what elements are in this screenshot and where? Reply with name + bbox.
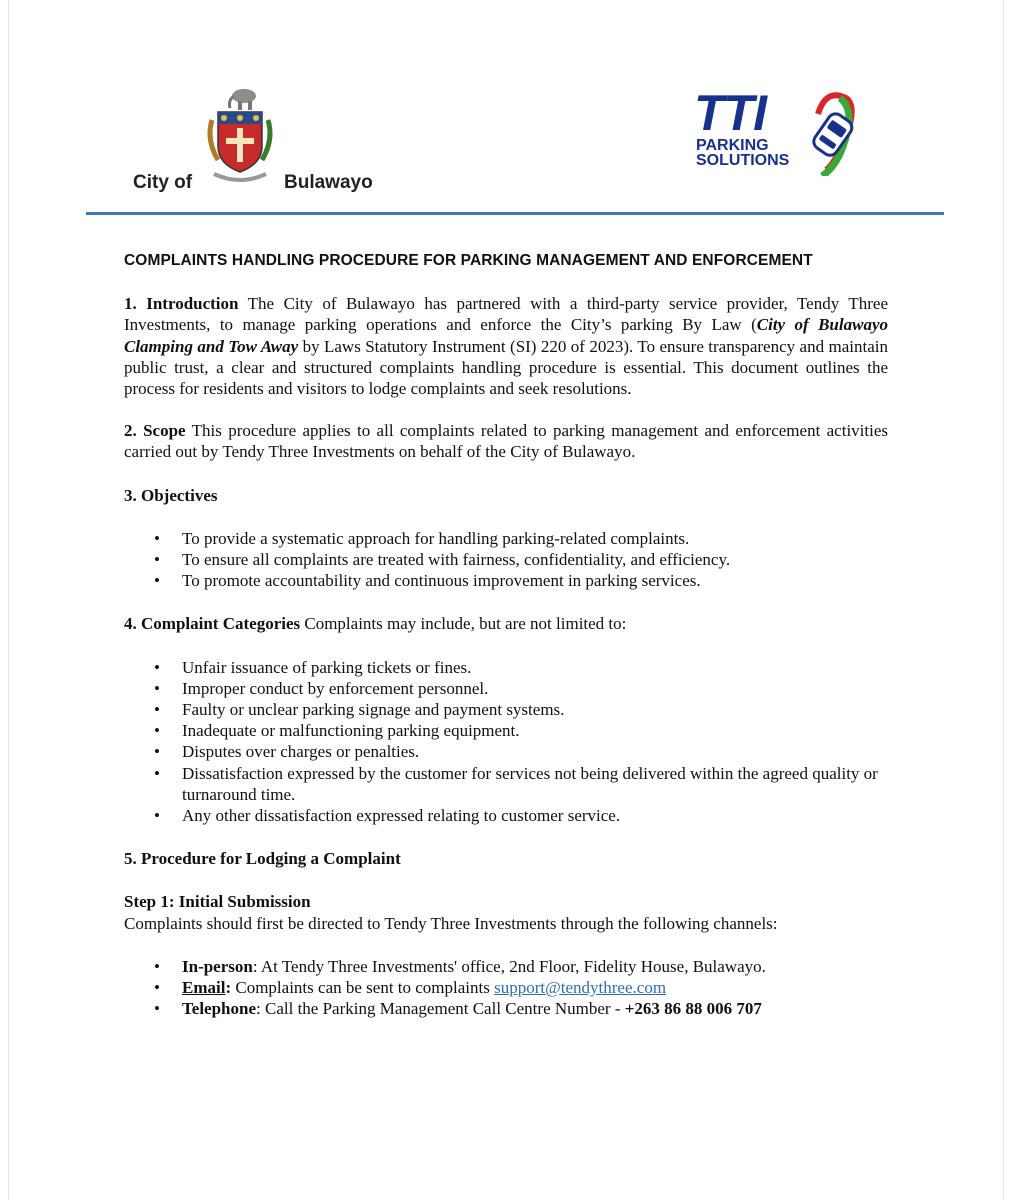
- city-name-left: City of: [133, 172, 193, 193]
- city-name-right: Bulawayo: [284, 172, 373, 193]
- scope-section: [124, 420, 888, 462]
- introduction-text-a: The City of Bulawayo has partnered with a third-party service provider, Tendy Three Investments, to manage parking operations and enforce the City’s parking By Law (: [124, 294, 889, 335]
- tti-logo-subtitle: [696, 138, 789, 168]
- channel-inperson: [124, 956, 888, 977]
- inperson-label: In-person: [182, 956, 253, 976]
- tti-logo-line1: PARKING: [696, 137, 769, 154]
- bullet-icon: •: [154, 742, 160, 762]
- bullet-icon: •: [154, 528, 160, 548]
- scope-text: This procedure applies to all complaints related to parking management and enforcement activities carried out by Tendy Three Investments on behalf of the City of Bulawayo.: [124, 421, 889, 462]
- telephone-number: +263 86 88 006 707: [624, 999, 762, 1019]
- bullet-icon: •: [154, 678, 160, 698]
- list-item: • Any other dissatisfaction expressed relating to customer service.: [154, 806, 621, 826]
- header-divider: [86, 212, 944, 215]
- bullet-icon: •: [154, 806, 160, 826]
- email-text: Complaints can be sent to complaints: [231, 978, 495, 998]
- step1-text: Complaints should first be directed to Tendy Three Investments through the following channels:: [124, 913, 778, 933]
- list-item: • Dissatisfaction expressed by the customer for services not being delivered within the agreed quality or turnaround time.: [154, 763, 878, 804]
- city-crest-logo: [204, 82, 276, 186]
- telephone-label: Telephone: [182, 999, 257, 1019]
- list-item: • Faulty or unclear parking signage and payment systems.: [154, 700, 565, 720]
- introduction-section: [124, 293, 888, 399]
- categories-intro: Complaints may include, but are not limited to:: [300, 614, 627, 634]
- categories-section: [124, 613, 888, 634]
- procedure-heading: 5. Procedure for Lodging a Complaint: [124, 849, 401, 869]
- introduction-heading: 1. Introduction: [124, 294, 239, 314]
- list-item: • Disputes over charges or penalties.: [154, 742, 420, 762]
- bullet-icon: •: [154, 657, 160, 677]
- channel-telephone: [124, 998, 888, 1019]
- list-item: • To provide a systematic approach for handling parking-related complaints.: [154, 528, 690, 548]
- categories-list: [124, 657, 888, 827]
- list-item: • Improper conduct by enforcement personnel.: [154, 678, 489, 698]
- bullet-icon: •: [154, 550, 160, 570]
- email-label: Email: [182, 978, 226, 998]
- list-item: • Unfair issuance of parking tickets or fines.: [154, 657, 472, 677]
- list-item: • To ensure all complaints are treated with fairness, confidentiality, and efficiency.: [154, 550, 731, 570]
- scope-heading: 2. Scope: [124, 421, 186, 441]
- inperson-text: : At Tendy Three Investments' office, 2nd Floor, Fidelity House, Bulawayo.: [252, 956, 766, 976]
- document-title: COMPLAINTS HANDLING PROCEDURE FOR PARKING MANAGEMENT AND ENFORCEMENT: [124, 252, 813, 269]
- channels-list: [124, 956, 888, 1020]
- email-link[interactable]: support@tendythree.com: [494, 978, 667, 998]
- telephone-text: : Call the Parking Management Call Centre Number -: [256, 999, 625, 1019]
- bullet-icon: •: [154, 721, 160, 741]
- bullet-icon: •: [154, 999, 160, 1019]
- bullet-icon: •: [154, 571, 160, 591]
- categories-heading: 4. Complaint Categories: [124, 614, 301, 634]
- list-item: • To promote accountability and continuous improvement in parking services.: [154, 571, 701, 591]
- objectives-list: [124, 528, 888, 592]
- bullet-icon: •: [154, 700, 160, 720]
- list-item: • Inadequate or malfunctioning parking equipment.: [154, 721, 520, 741]
- introduction-text-b: by Laws Statutory Instrument (SI) 220 of 2023). To ensure transparency and maintain public trust, a clear and structured complaints handling procedure is essential. This document outlines the process for residents and visitors to lodge complaints and seek resolutions.: [124, 336, 888, 399]
- tti-logo-line2: SOLUTIONS: [696, 152, 790, 169]
- bullet-icon: •: [154, 978, 160, 998]
- bullet-icon: •: [154, 763, 160, 783]
- bylaw-name: City of Bulawayo Clamping and Tow Away: [124, 315, 888, 356]
- objectives-heading: 3. Objectives: [124, 485, 218, 505]
- tti-logo-text: TTI: [694, 85, 766, 141]
- step1-heading: Step 1: Initial Submission: [124, 892, 311, 912]
- channel-email: • Email: Complaints can be sent to complaints support@tendythree.com: [154, 978, 667, 998]
- document-body: [124, 250, 888, 1019]
- bullet-icon: •: [154, 956, 160, 976]
